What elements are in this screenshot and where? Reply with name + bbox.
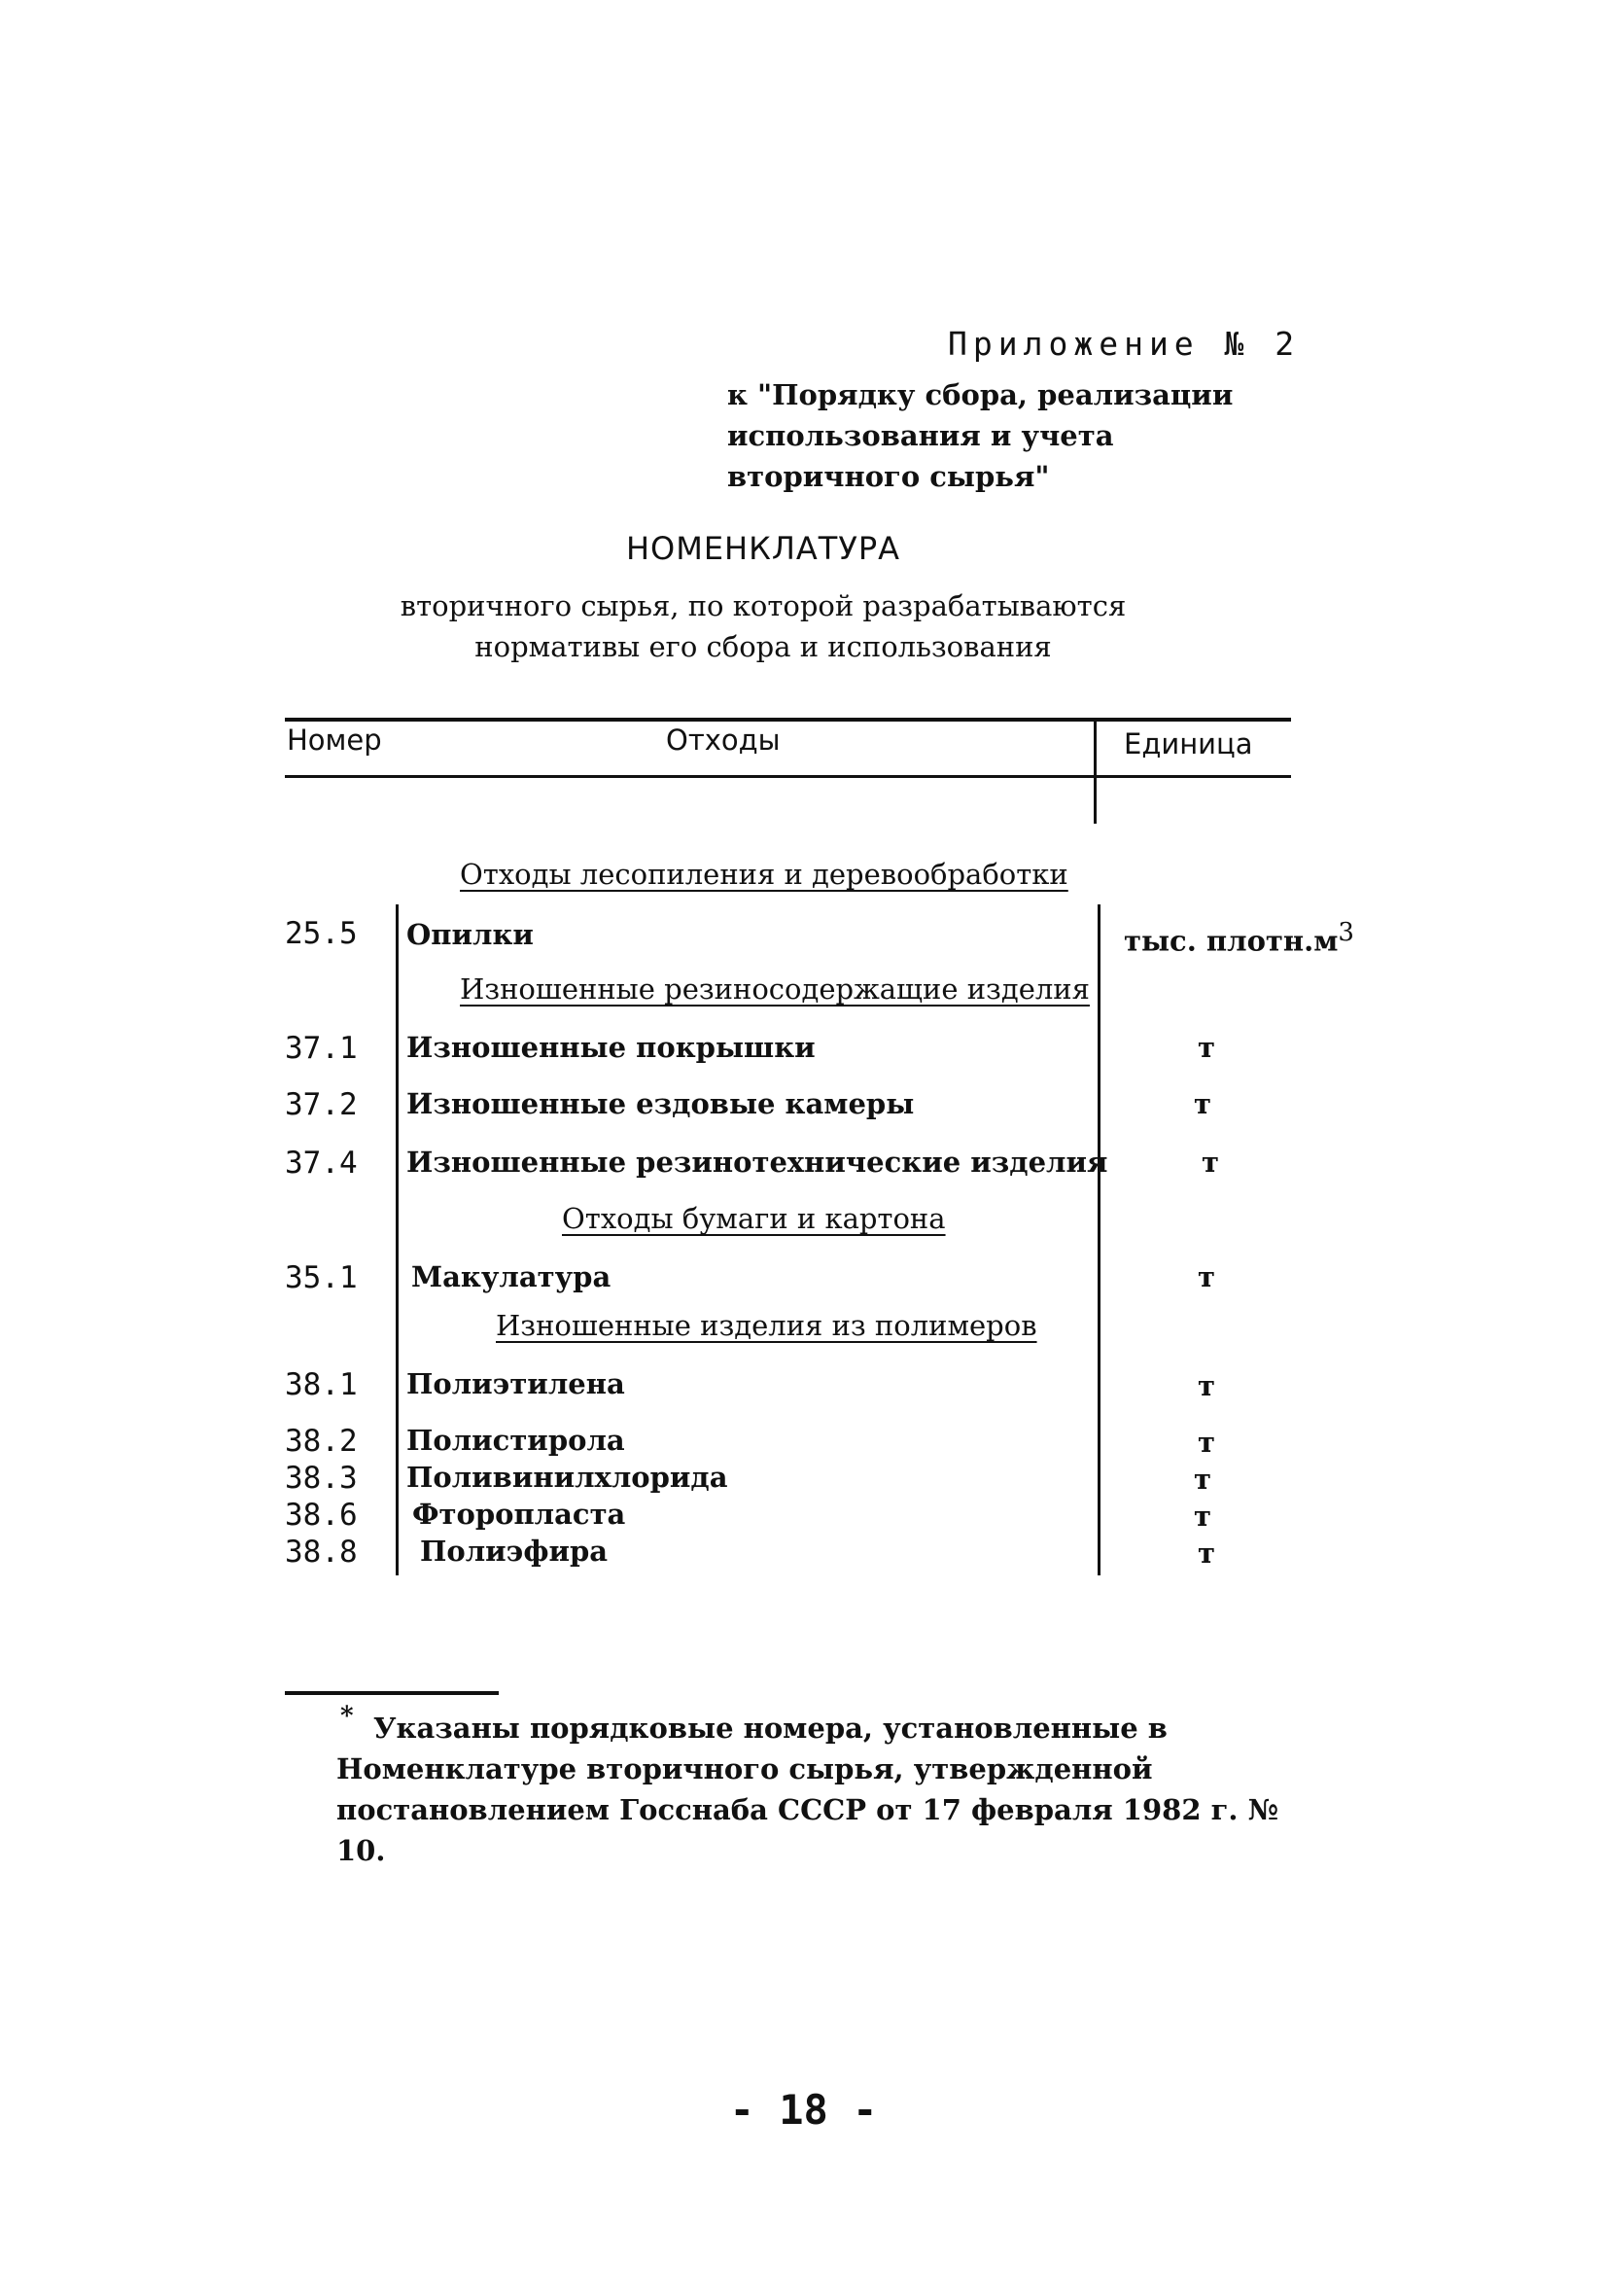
row-name: Макулатура [411,1260,611,1293]
header-number: Номер [287,724,382,757]
row-number: 38.1 [285,1367,358,1402]
row-unit: т [1194,1087,1211,1120]
appendix-reference: к "Порядку сбора, реализации использования и учета вторичного сырья" [727,378,1234,493]
section-title-rubber: Изношенные резиносодержащие изделия [460,972,1090,1006]
row-unit: т [1194,1500,1211,1533]
header-waste: Отходы [666,724,781,757]
section-title-polymers: Изношенные изделия из полимеров [496,1309,1037,1342]
document-subtitle [0,585,1526,667]
page-number: - 18 - [729,2086,878,2134]
unit-superscript: 3 [1338,918,1354,947]
row-unit: т [1194,1463,1211,1496]
row-number: 38.6 [285,1498,358,1533]
row-name: Изношенные ездовые камеры [406,1087,915,1120]
row-name: Полиэфира [420,1535,609,1568]
row-unit: т [1198,1426,1215,1459]
table-header-rule [285,775,1291,778]
number-column-divider [396,904,399,1575]
section-title-paper: Отходы бумаги и картона [562,1202,946,1235]
subtitle-line-2: нормативы его сбора и использования [474,630,1052,663]
row-name: Фторопласта [412,1498,626,1531]
row-name: Поливинилхлорида [406,1461,728,1494]
row-number: 37.1 [285,1031,358,1066]
appendix-title: Приложение № 2 [948,325,1301,363]
header-unit: Единица [1124,727,1253,760]
row-name: Изношенные резинотехнические изделия [406,1146,1108,1179]
footnote-text: Указаны порядковые номера, установленные в Номенклатуре вторичного сырья, утвержденной постановлением Госснаба СССР от 17 февраля 1982 г. № 10. [336,1712,1279,1867]
header-column-divider [1094,722,1097,824]
row-name: Полиэтилена [406,1367,625,1400]
unit-column-divider [1098,904,1100,1575]
subtitle-line-1: вторичного сырья, по которой разрабатываются [400,589,1127,622]
row-unit: т [1198,1031,1215,1064]
row-unit [1124,918,1354,958]
unit-text: тыс. плотн.м [1124,924,1339,958]
footnote-rule [285,1691,499,1695]
row-number: 35.1 [285,1260,358,1295]
row-name: Изношенные покрышки [406,1031,816,1064]
row-number: 38.2 [285,1424,358,1459]
row-unit: т [1198,1369,1215,1402]
row-number: 37.2 [285,1087,358,1122]
document-title: НОМЕНКЛАТУРА [625,530,901,567]
row-unit: т [1202,1146,1219,1179]
table-top-rule [285,718,1291,722]
row-number: 37.4 [285,1146,358,1181]
row-name: Полистирола [406,1424,625,1457]
row-number: 25.5 [285,916,358,951]
row-name: Опилки [406,918,534,951]
row-unit: т [1198,1537,1215,1570]
footnote-marker: * [340,1702,354,1731]
row-number: 38.3 [285,1461,358,1496]
section-title-woodworking: Отходы лесопиления и деревообработки [460,858,1068,891]
row-unit: т [1198,1260,1215,1293]
row-number: 38.8 [285,1535,358,1570]
